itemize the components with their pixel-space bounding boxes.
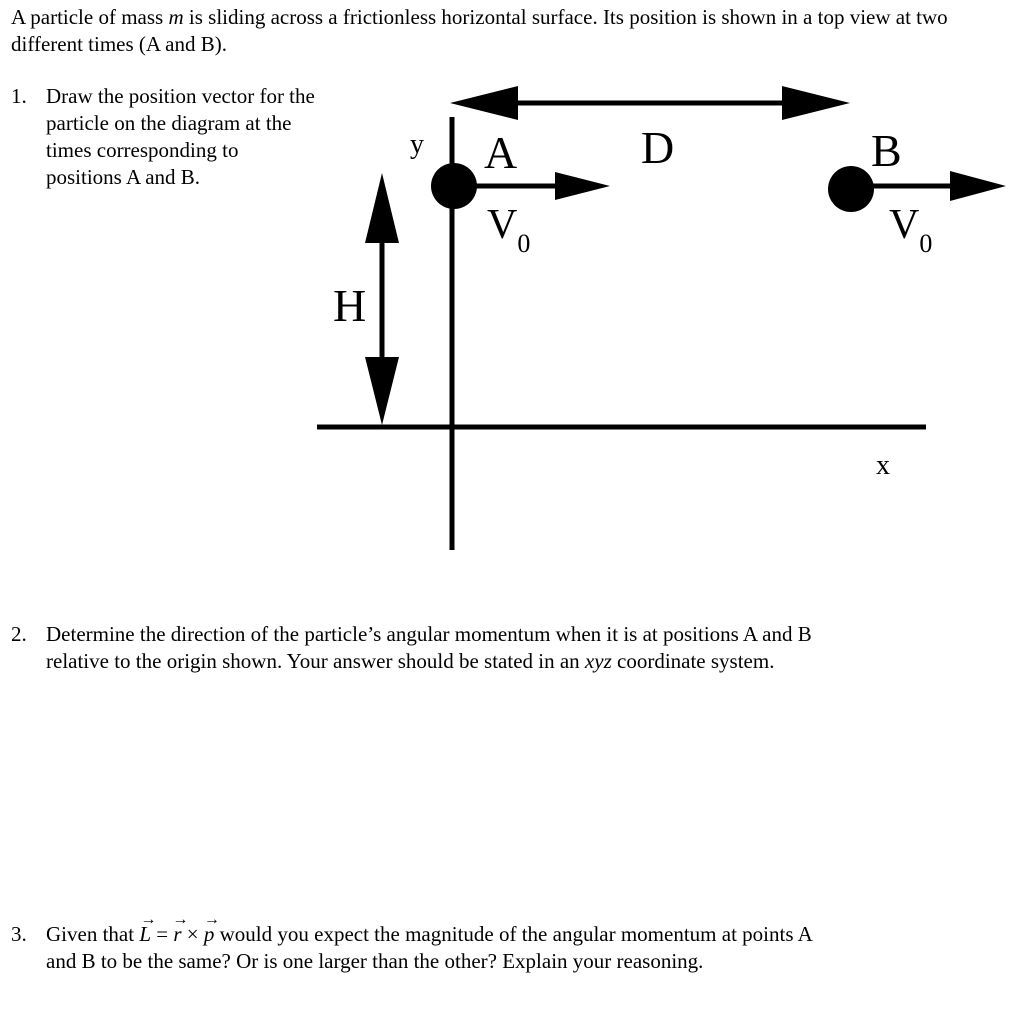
height-label: H [333,280,367,331]
position-vector [172,911,189,948]
point-a-label: A [484,127,518,178]
vector-arrow-icon: → [140,911,157,928]
velocity-a-label [487,202,530,258]
vector-arrow-icon: → [172,911,189,928]
mass-symbol: m [168,5,184,29]
intro-line-start: A particle of mass [11,5,169,29]
question-2-text-end: coordinate system. [611,649,775,673]
height-arrow-top-head [365,173,399,243]
coordinate-system: xyz [584,649,612,673]
question-3-text [46,911,846,975]
position-symbol: r [173,922,182,946]
question-2-text [46,621,856,675]
vector-arrow-icon: → [203,911,220,928]
velocity-b-label [889,202,932,258]
point-b-label: B [871,125,902,176]
x-axis-label: x [876,450,890,481]
angular-momentum-symbol: L [139,922,151,946]
velocity-b-subscript: 0 [919,229,933,258]
velocity-b-symbol: V [889,202,920,248]
question-3-number: 3. [11,922,27,946]
momentum-vector [203,911,220,948]
distance-arrow-left-head [450,86,518,120]
velocity-a-symbol: V [487,202,518,248]
intro-line-rest: is sliding across a frictionless horizontal surface. Its position is shown in a top view at two different times (A and B). [11,5,948,56]
velocity-a-arrow-head [555,172,610,200]
distance-arrow-right-head [782,86,850,120]
question-1-text: Draw the position vector for the particle on the diagram at the times corresponding to positions A and B. [46,84,315,189]
question-1-number: 1. [11,84,27,108]
cross-sign: × [181,922,204,946]
question-3-text-end: would you expect the magnitude of the angular momentum at points A and B to be the same? Or is one larger than the other? Explain your reasoning. [46,922,812,973]
height-arrow-bottom-head [365,357,399,425]
equals-sign: = [151,922,174,946]
question-3-text-start: Given that [46,922,140,946]
velocity-a-subscript: 0 [517,229,531,258]
question-2-text-start: Determine the direction of the particle’s angular momentum when it is at positions A and B relative to the origin shown. Your answer should be stated in an [46,622,812,673]
particle-b [828,166,874,212]
angular-momentum-vector [139,911,157,948]
question-2-number: 2. [11,622,27,646]
distance-label: D [641,122,675,173]
momentum-symbol: p [203,922,215,946]
velocity-b-arrow-head [950,171,1006,201]
y-axis-label: y [410,129,424,160]
